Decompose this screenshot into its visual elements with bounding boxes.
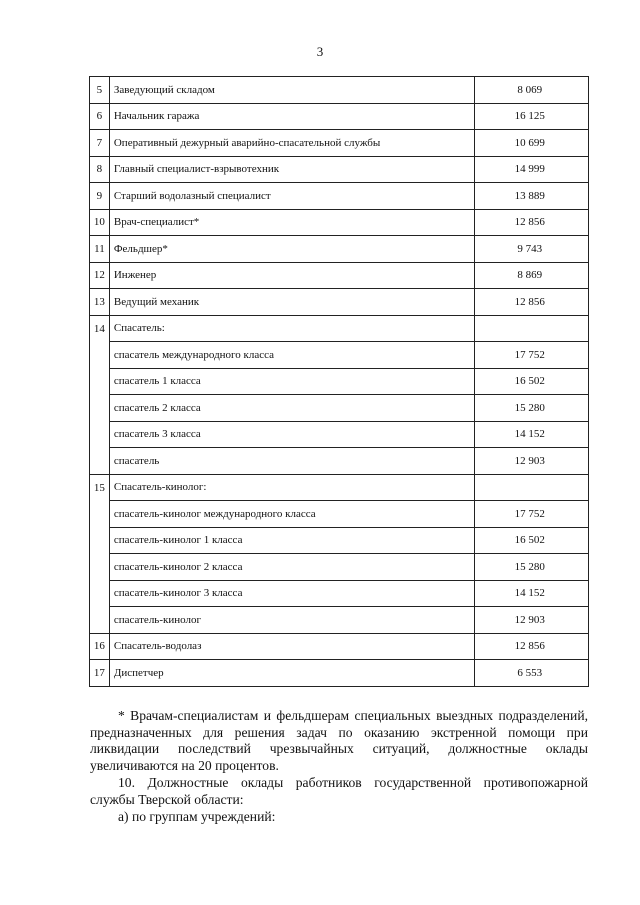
salary-value: 12 903	[475, 448, 589, 475]
position-title: Инженер	[109, 262, 475, 289]
position-title: Врач-специалист*	[109, 209, 475, 236]
row-number: 12	[90, 262, 110, 289]
salary-value: 14 152	[475, 580, 589, 607]
table-row	[90, 395, 589, 422]
paragraph-10: 10. Должностные оклады работников государственной противопожарной службы Тверской области:	[90, 775, 588, 807]
position-title: Оперативный дежурный аварийно-спасательной службы	[109, 130, 475, 157]
group-title: Спасатель-кинолог:	[109, 474, 475, 501]
salary-value: 6 553	[475, 660, 589, 687]
position-title: спасатель 1 класса	[109, 368, 475, 395]
table-row	[90, 448, 589, 475]
position-title: спасатель-кинолог 3 класса	[109, 580, 475, 607]
row-number: 13	[90, 289, 110, 316]
table-row	[90, 289, 589, 316]
position-title: Фельдшер*	[109, 236, 475, 263]
table-row	[90, 633, 589, 660]
position-title: Главный специалист-взрывотехник	[109, 156, 475, 183]
table-row	[90, 183, 589, 210]
table-row	[90, 103, 589, 130]
salary-value	[475, 315, 589, 342]
row-number: 8	[90, 156, 110, 183]
table-row	[90, 342, 589, 369]
salary-value: 12 856	[475, 289, 589, 316]
row-number: 5	[90, 77, 110, 104]
salary-value: 12 856	[475, 209, 589, 236]
position-title: спасатель 3 класса	[109, 421, 475, 448]
salary-value: 12 856	[475, 633, 589, 660]
salary-value: 17 752	[475, 501, 589, 528]
salary-value: 8 069	[475, 77, 589, 104]
position-title: спасатель-кинолог 2 класса	[109, 554, 475, 581]
table-row	[90, 130, 589, 157]
row-number: 7	[90, 130, 110, 157]
salary-value: 16 502	[475, 368, 589, 395]
salary-value: 12 903	[475, 607, 589, 634]
table-row	[90, 77, 589, 104]
salary-value: 16 125	[475, 103, 589, 130]
table-row	[90, 421, 589, 448]
table-row	[90, 474, 589, 501]
paragraph-a: а) по группам учреждений:	[118, 809, 276, 824]
position-title: Спасатель-водолаз	[109, 633, 475, 660]
position-title: спасатель-кинолог международного класса	[109, 501, 475, 528]
row-number: 10	[90, 209, 110, 236]
page-number: 3	[316, 44, 324, 59]
row-number: 6	[90, 103, 110, 130]
table-row	[90, 580, 589, 607]
salary-value: 15 280	[475, 554, 589, 581]
position-title: спасатель	[109, 448, 475, 475]
row-number: 17	[90, 660, 110, 687]
table-row	[90, 607, 589, 634]
table-row	[90, 527, 589, 554]
row-number: 15	[90, 474, 110, 633]
table-row	[90, 660, 589, 687]
salary-value: 15 280	[475, 395, 589, 422]
table-row	[90, 368, 589, 395]
footnote: * Врачам-специалистам и фельдшерам специальных выездных подразделений, предназначенных для решения задач по оказанию экстренной помощи при ликвидации последствий чрезвычайных ситуаций, должностные оклады увеличиваются на 20 процентов.	[90, 708, 588, 773]
salary-value: 8 869	[475, 262, 589, 289]
row-number: 14	[90, 315, 110, 474]
position-title: спасатель 2 класса	[109, 395, 475, 422]
salary-value: 14 152	[475, 421, 589, 448]
position-title: Старший водолазный специалист	[109, 183, 475, 210]
table-row	[90, 209, 589, 236]
salary-value: 16 502	[475, 527, 589, 554]
position-title: спасатель-кинолог 1 класса	[109, 527, 475, 554]
salary-value: 17 752	[475, 342, 589, 369]
table-row	[90, 156, 589, 183]
table-row	[90, 315, 589, 342]
position-title: Ведущий механик	[109, 289, 475, 316]
row-number: 16	[90, 633, 110, 660]
salary-value: 13 889	[475, 183, 589, 210]
salary-value: 9 743	[475, 236, 589, 263]
row-number: 11	[90, 236, 110, 263]
salary-value: 10 699	[475, 130, 589, 157]
row-number: 9	[90, 183, 110, 210]
salary-table	[89, 76, 589, 687]
salary-value: 14 999	[475, 156, 589, 183]
position-title: Начальник гаража	[109, 103, 475, 130]
position-title: спасатель-кинолог	[109, 607, 475, 634]
group-title: Спасатель:	[109, 315, 475, 342]
table-row	[90, 262, 589, 289]
position-title: Заведующий складом	[109, 77, 475, 104]
table-row	[90, 236, 589, 263]
table-row	[90, 554, 589, 581]
salary-value	[475, 474, 589, 501]
position-title: спасатель международного класса	[109, 342, 475, 369]
position-title: Диспетчер	[109, 660, 475, 687]
table-row	[90, 501, 589, 528]
